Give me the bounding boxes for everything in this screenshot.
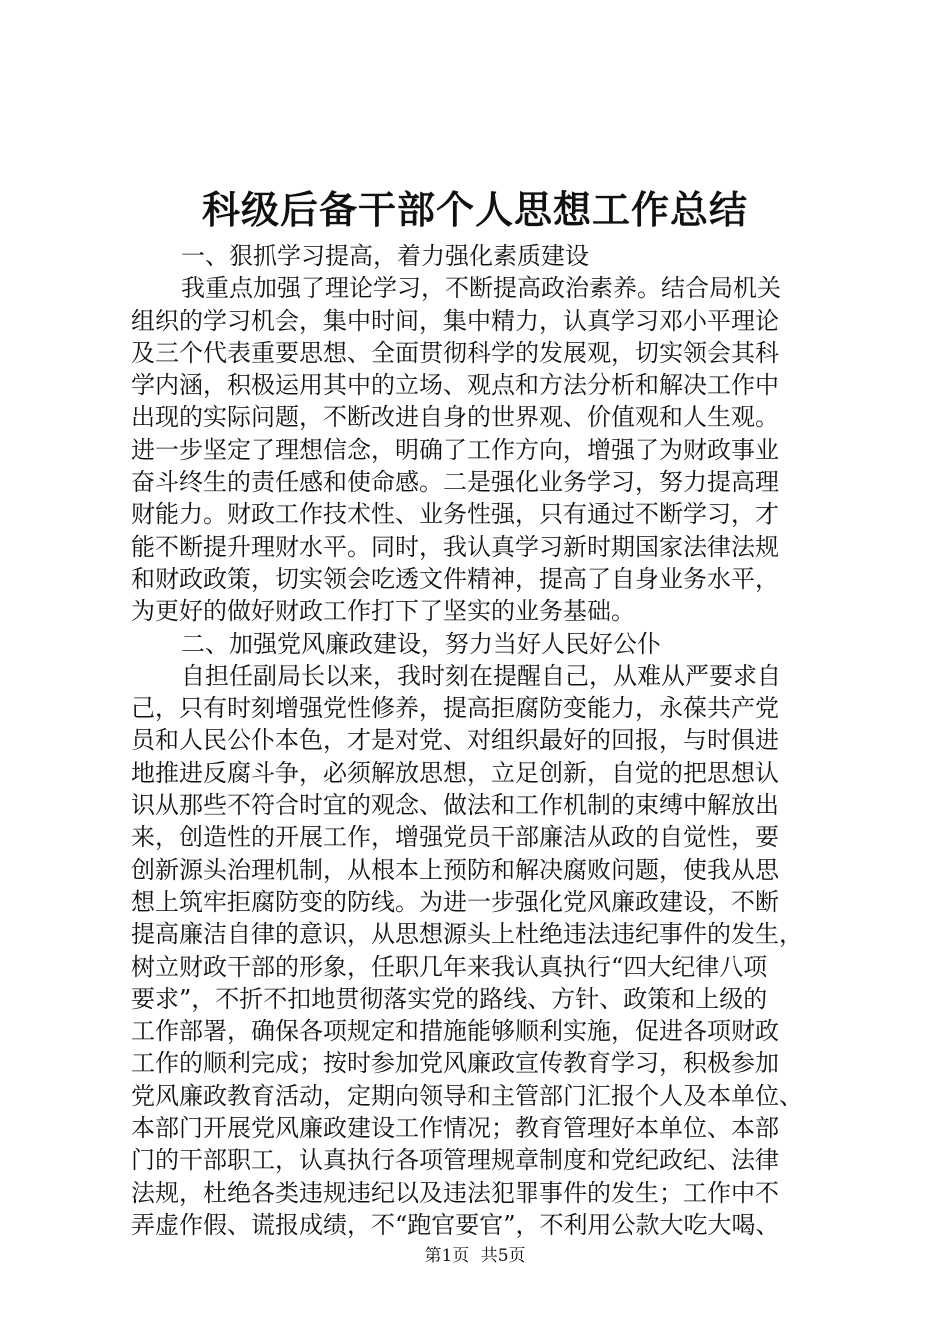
paragraph-line: 来，创造性的开展工作，增强党员干部廉洁从政的自觉性，要 — [131, 823, 779, 852]
paragraph-line: 进一步坚定了理想信念，明确了工作方向，增强了为财政事业 — [131, 435, 779, 464]
paragraph-line: 组织的学习机会，集中时间，集中精力，认真学习邓小平理论 — [131, 306, 779, 335]
paragraph-line: 财能力。财政工作技术性、业务性强，只有通过不断学习，才 — [131, 500, 779, 529]
page-total: 共5页 — [480, 1246, 526, 1266]
paragraph-line: 想上筑牢拒腐防变的防线。为进一步强化党风廉政建设，不断 — [131, 887, 779, 916]
paragraph-line: 工作部署，确保各项规定和措施能够顺利实施，促进各项财政 — [131, 1017, 779, 1046]
paragraph-line: 能不断提升理财水平。同时，我认真学习新时期国家法律法规 — [131, 532, 779, 561]
paragraph-line: 出现的实际问题，不断改进自身的世界观、价值观和人生观。 — [131, 403, 779, 432]
paragraph-line: 门的干部职工，认真执行各项管理规章制度和党纪政纪、法律 — [131, 1146, 779, 1175]
paragraph-line: 要求”，不折不扣地贯彻落实党的路线、方针、政策和上级的 — [131, 984, 768, 1013]
page-footer — [0, 1244, 950, 1268]
paragraph-line: 创新源头治理机制，从根本上预防和解决腐败问题，使我从思 — [131, 855, 779, 884]
paragraph-line: 工作的顺利完成；按时参加党风廉政宣传教育学习，积极参加 — [131, 1049, 779, 1078]
paragraph-line: 提高廉洁自律的意识，从思想源头上杜绝违法违纪事件的发生， — [131, 920, 803, 949]
paragraph-line: 奋斗终生的责任感和使命感。二是强化业务学习，努力提高理 — [131, 468, 779, 497]
paragraph-line: 树立财政干部的形象，任职几年来我认真执行“四大纪律八项 — [131, 952, 768, 981]
paragraph-line: 我重点加强了理论学习，不断提高政治素养。结合局机关 — [181, 274, 781, 303]
paragraph-line: 己，只有时刻增强党性修养，提高拒腐防变能力，永葆共产党 — [131, 694, 779, 723]
paragraph-line: 本部门开展党风廉政建设工作情况；教育管理好本单位、本部 — [131, 1114, 779, 1143]
section-heading: 一、狠抓学习提高，着力强化素质建设 — [181, 242, 589, 270]
document-body — [131, 240, 831, 1241]
paragraph-line: 地推进反腐斗争，必须解放思想，立足创新，自觉的把思想认 — [131, 758, 779, 787]
paragraph-line: 及三个代表重要思想、全面贯彻科学的发展观，切实领会其科 — [131, 338, 779, 367]
paragraph-line: 识从那些不符合时宜的观念、做法和工作机制的束缚中解放出 — [131, 791, 779, 820]
paragraph-line: 自担任副局长以来，我时刻在提醒自己，从难从严要求自 — [181, 661, 781, 690]
section-heading: 二、加强党风廉政建设，努力当好人民好公仆 — [181, 629, 661, 658]
paragraph-line: 和财政政策，切实领会吃透文件精神，提高了自身业务水平， — [131, 564, 779, 593]
paragraph-line: 法规，杜绝各类违规违纪以及违法犯罪事件的发生；工作中不 — [131, 1178, 779, 1207]
paragraph-line: 为更好的做好财政工作打下了坚实的业务基础。 — [131, 597, 635, 626]
document-title: 科级后备干部个人思想工作总结 — [201, 187, 748, 232]
paragraph-line: 员和人民公仆本色，才是对党、对组织最好的回报，与时俱进 — [131, 726, 779, 755]
paragraph-line: 学内涵，积极运用其中的立场、观点和方法分析和解决工作中 — [131, 371, 779, 400]
page-number: 第1页 — [424, 1246, 470, 1266]
paragraph-line: 弄虚作假、谎报成绩，不“跑官要官”，不利用公款大吃大喝、 — [131, 1210, 780, 1239]
paragraph-line: 党风廉政教育活动，定期向领导和主管部门汇报个人及本单位、 — [131, 1081, 803, 1110]
